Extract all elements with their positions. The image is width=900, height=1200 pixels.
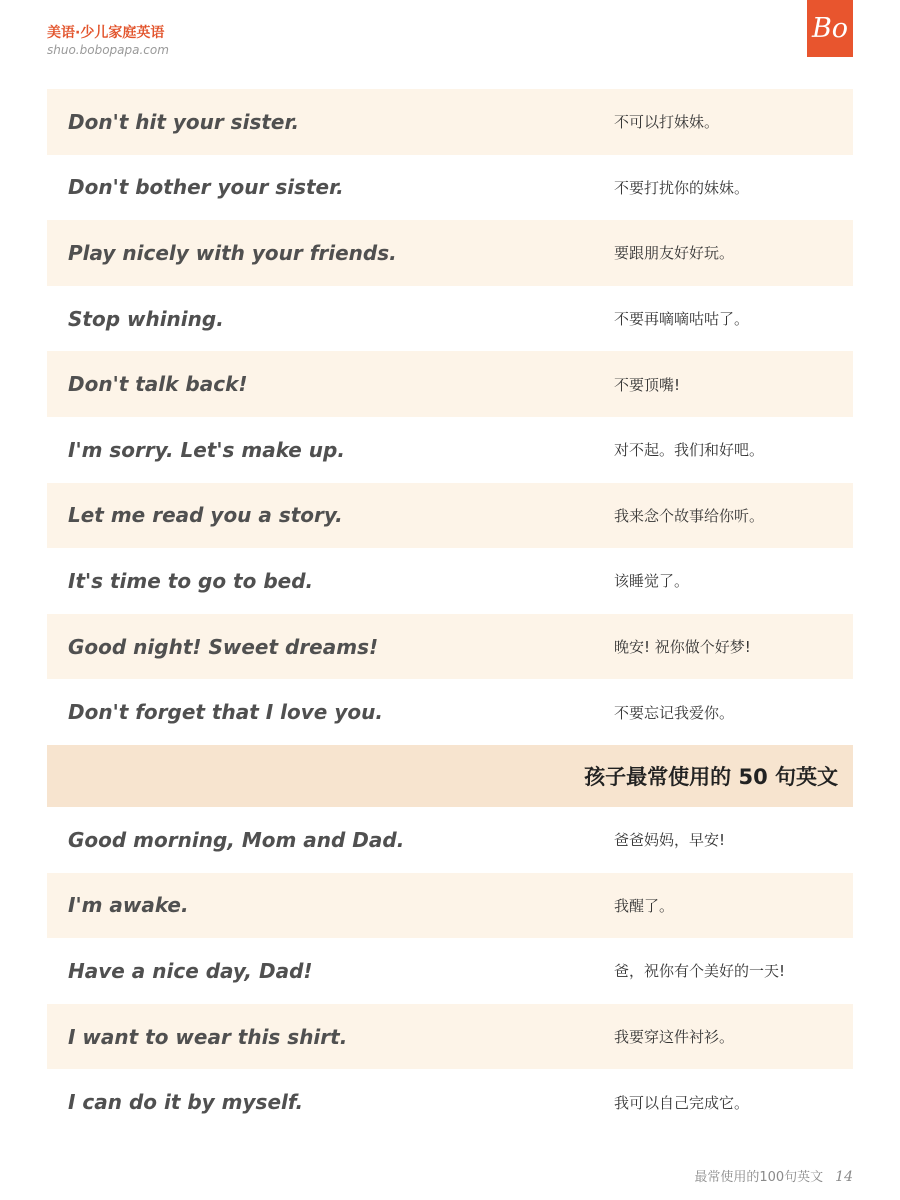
phrase-row — [47, 286, 853, 352]
phrase-row — [47, 483, 853, 549]
phrase-row — [47, 155, 853, 221]
chinese-translation: 不要再嘀嘀咕咕了。 — [614, 310, 750, 329]
phrase-table — [47, 89, 853, 1135]
chinese-translation: 不要打扰你的妹妹。 — [614, 178, 750, 197]
phrase-row — [47, 938, 853, 1004]
chinese-translation: 该睡觉了。 — [614, 572, 690, 591]
english-phrase: Play nicely with your friends. — [68, 240, 397, 265]
english-phrase: I'm sorry. Let's make up. — [68, 437, 345, 462]
brand-url: shuo.bobopapa.com — [47, 43, 169, 57]
section-title: 孩子最常使用的 50 句英文 — [584, 764, 838, 789]
english-phrase: Don't forget that I love you. — [68, 700, 383, 725]
brand-logo: Bo — [807, 0, 853, 57]
phrase-row — [47, 614, 853, 680]
chinese-translation: 晚安! 祝你做个好梦! — [614, 638, 751, 657]
english-phrase: Good morning, Mom and Dad. — [68, 827, 405, 852]
chinese-translation: 要跟朋友好好玩。 — [614, 244, 735, 263]
page-number: 14 — [835, 1169, 853, 1185]
brand-title: 美语·少儿家庭英语 — [47, 25, 165, 41]
phrase-row — [47, 548, 853, 614]
phrase-row — [47, 1069, 853, 1135]
english-phrase: Don't bother your sister. — [68, 175, 344, 200]
phrase-row — [47, 417, 853, 483]
phrase-row — [47, 220, 853, 286]
phrase-row — [47, 89, 853, 155]
chinese-translation: 爸爸妈妈，早安! — [614, 831, 726, 850]
english-phrase: Have a nice day, Dad! — [68, 958, 313, 983]
english-phrase: I want to wear this shirt. — [68, 1024, 348, 1049]
phrase-row — [47, 1004, 853, 1070]
english-phrase: Stop whining. — [68, 306, 224, 331]
phrase-row — [47, 679, 853, 745]
chinese-translation: 爸，祝你有个美好的一天! — [614, 962, 786, 981]
english-phrase: Don't hit your sister. — [68, 109, 300, 134]
footer-title: 最常使用的100句英文 — [694, 1170, 824, 1185]
chinese-translation: 不可以打妹妹。 — [614, 113, 720, 132]
page-footer — [694, 1166, 853, 1185]
chinese-translation: 不要忘记我爱你。 — [614, 703, 735, 722]
chinese-translation: 我醒了。 — [614, 896, 675, 915]
chinese-translation: 我要穿这件衬衫。 — [614, 1028, 735, 1047]
chinese-translation: 不要顶嘴! — [614, 375, 681, 394]
english-phrase: Don't talk back! — [68, 372, 248, 397]
brand-header — [47, 24, 169, 58]
english-phrase: It's time to go to bed. — [68, 568, 314, 593]
phrase-row — [47, 351, 853, 417]
english-phrase: Good night! Sweet dreams! — [68, 634, 379, 659]
english-phrase: I'm awake. — [68, 893, 189, 918]
phrase-row — [47, 873, 853, 939]
chinese-translation: 我可以自己完成它。 — [614, 1093, 750, 1112]
chinese-translation: 对不起。我们和好吧。 — [614, 441, 765, 460]
english-phrase: Let me read you a story. — [68, 503, 343, 528]
phrase-row — [47, 807, 853, 873]
section-header — [47, 745, 853, 807]
english-phrase: I can do it by myself. — [68, 1090, 304, 1115]
chinese-translation: 我来念个故事给你听。 — [614, 506, 765, 525]
